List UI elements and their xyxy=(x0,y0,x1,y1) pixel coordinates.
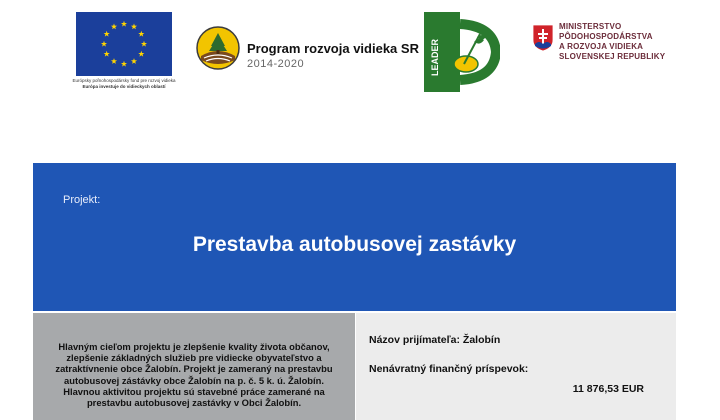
project-label: Projekt: xyxy=(63,194,101,206)
recipient-name: Názov prijímateľa: Žalobín xyxy=(369,334,501,346)
eu-star-icon xyxy=(101,41,107,47)
ministry-line: PÔDOHOSPODÁRSTVA xyxy=(559,32,653,41)
eu-star-icon xyxy=(121,61,127,67)
grant-label: Nenávratný finančný príspevok: xyxy=(369,363,529,375)
eu-star-icon xyxy=(111,58,117,64)
project-description xyxy=(33,341,355,408)
info-panel xyxy=(356,313,676,420)
eu-star-icon xyxy=(104,51,110,57)
eu-caption-line2: Európa investuje do vidieckych oblastí xyxy=(82,84,166,89)
eu-star-icon xyxy=(111,23,117,29)
eu-caption-line1: Európsky poľnohospodársky fond pre rozvoj vidieka xyxy=(72,78,176,83)
eu-star-icon xyxy=(104,31,110,37)
logo-strip xyxy=(0,0,720,100)
prv-years: 2014-2020 xyxy=(247,58,305,70)
description-line: Hlavnou aktivitou projektu sú stavebné práce zamerané na xyxy=(63,385,325,397)
description-line: zlepšenie základných služieb pre vidiecke obyvateľstvo a xyxy=(66,352,322,364)
eu-flag-logo xyxy=(76,12,172,76)
ministry-line: SLOVENSKEJ REPUBLIKY xyxy=(559,52,666,61)
eu-star-icon xyxy=(141,41,147,47)
project-title: Prestavba autobusovej zastávky xyxy=(192,233,517,256)
description-line: autobusovej zástávky obce Žalobín na p. č. 5 k. ú. Žalobín. xyxy=(64,374,324,386)
leader-text: LEADER xyxy=(430,38,440,76)
eu-star-icon xyxy=(138,51,144,57)
eu-star-icon xyxy=(131,23,137,29)
eu-star-icon xyxy=(121,21,127,27)
slovak-crest-icon xyxy=(532,24,554,52)
eu-star-icon xyxy=(131,58,137,64)
description-line: Hlavným cieľom projektu je zlepšenie kvality života občanov, xyxy=(58,341,330,352)
prv-title: Program rozvoja vidieka SR xyxy=(247,41,419,56)
grant-amount: 11 876,53 EUR xyxy=(572,383,644,395)
ministry-line: MINISTERSTVO xyxy=(559,22,622,31)
eu-stars-icon xyxy=(76,12,172,76)
description-line: prestavbu autobusovej zastávky v Obci Žalobín. xyxy=(86,397,302,409)
prv-emblem-icon xyxy=(196,26,240,70)
project-banner xyxy=(33,163,676,311)
ministry-line: A ROZVOJA VIDIEKA xyxy=(559,42,644,51)
description-panel xyxy=(33,313,355,420)
leader-logo-icon xyxy=(424,12,500,92)
ministry-name xyxy=(559,22,665,62)
eu-caption xyxy=(58,78,190,90)
description-line: zatraktívnenie obce Žalobín. Projekt je zameraný na prestavbu xyxy=(55,363,333,375)
eu-star-icon xyxy=(138,31,144,37)
